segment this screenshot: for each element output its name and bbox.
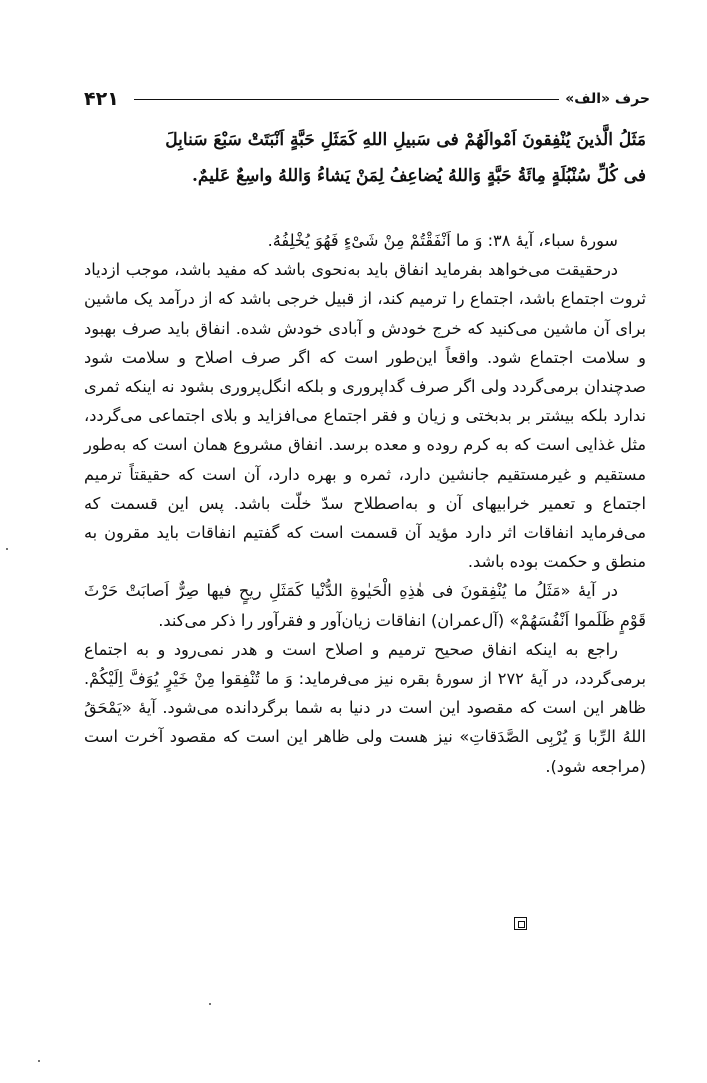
quran-verse xyxy=(118,122,646,194)
scan-speck xyxy=(38,1060,40,1062)
paragraph-aal-imran: در آیهٔ «مَثَلُ ما یُنْفِقونَ فی هٰذِهِ الْحَیٰوةِ الدُّنْیا کَمَثَلِ ریحٍ فیها صِرٌّ اَصابَتْ حَرْثَ قَوْمٍ ظَلَموا اَنْفُسَهُمْ» (آل‌عمران) انفاقات زیان‌آور و فقرآور را ذکر می‌کند. xyxy=(84,581,646,630)
page-number: ۴۲۱ xyxy=(84,88,119,110)
paragraph-explanation: درحقیقت می‌خواهد بفرماید انفاق باید به‌نحوی باشد که مفید باشد، موجب ازدیاد ثروت اجتماع باشد، اجتماع را ترمیم کند، از قبیل خرجی باشد که از درآمد یک ماشین برای آن ماشین می‌کنید که خرج خودش و آبادی خودش شده. انفاق باید صرف بهبود و سلامت اجتماع شود. واقعاً این‌طور است که اگر صرف اصلاح و سلامت شود صدچندان برمی‌گردد ولی اگر صرف گداپروری و بلکه انگل‌پروری بشود نه اینکه ثمری ندارد بلکه بیشتر بر بدبختی و زیان و فقر اجتماع می‌افزاید و بلای اجتماعی می‌گردد، مثل غذایی است که به کرم روده و معده برسد. انفاق مشروع همان است که به‌طور مستقیم و غیرمستقیم جانشین دارد، ثمره و بهره دارد، آن است که حقیقتاً ترمیم اجتماع و تعمیر خرابیهای آن و به‌اصطلاح سدّ خلّت باشد. پس این قسمت که می‌فرماید انفاقات اثر دارد مؤید آن قسمت است که گفتیم انفاقات باید مقرون به منطق و حکمت بوده باشد. xyxy=(84,260,646,572)
paragraph-reference: سورهٔ سباء، آیهٔ ۳۸: وَ ما اَنْفَقْتُمْ مِنْ شَیْءٍ فَهُوَ یُخْلِفُهُ. xyxy=(267,231,618,250)
header-rule xyxy=(134,99,559,100)
running-header xyxy=(84,84,650,114)
scan-speck xyxy=(6,548,8,550)
verse-line-2: فی کُلِّ سُنْبُلَةٍ مِائَةُ حَبَّةٍ وَاللهُ یُضاعِفُ لِمَنْ یَشاءُ وَاللهُ واسِعٌ عَلیمٌ. xyxy=(192,166,646,186)
verse-line-1: مَثَلُ الَّذینَ یُنْفِقونَ اَمْوالَهُمْ فی سَبیلِ اللهِ کَمَثَلِ حَبَّةٍ اَنْبَتَتْ سَبْعَ سَنابِلَ xyxy=(165,130,646,150)
body-text xyxy=(84,226,646,781)
section-end-mark xyxy=(514,917,527,930)
scan-speck xyxy=(209,1003,211,1005)
section-title: حرف «الف» xyxy=(565,91,650,107)
paragraph-baqara: راجع به اینکه انفاق صحیح ترمیم و اصلاح است و هدر نمی‌رود و به اجتماع برمی‌گردد، در آیهٔ ۲۷۲ از سورهٔ بقره نیز می‌فرماید: وَ ما تُنْفِقوا مِنْ خَیْرٍ یُوَفَّ اِلَیْکُمْ. ظاهر این است که مقصود این است در دنیا به شما برگردانده می‌شود. آیهٔ «یَمْحَقُ اللهُ الرِّبا وَ یُرْبِی الصَّدَقاتِ» نیز هست ولی ظاهر این است که مقصود آخرت است (مراجعه شود). xyxy=(84,639,646,776)
